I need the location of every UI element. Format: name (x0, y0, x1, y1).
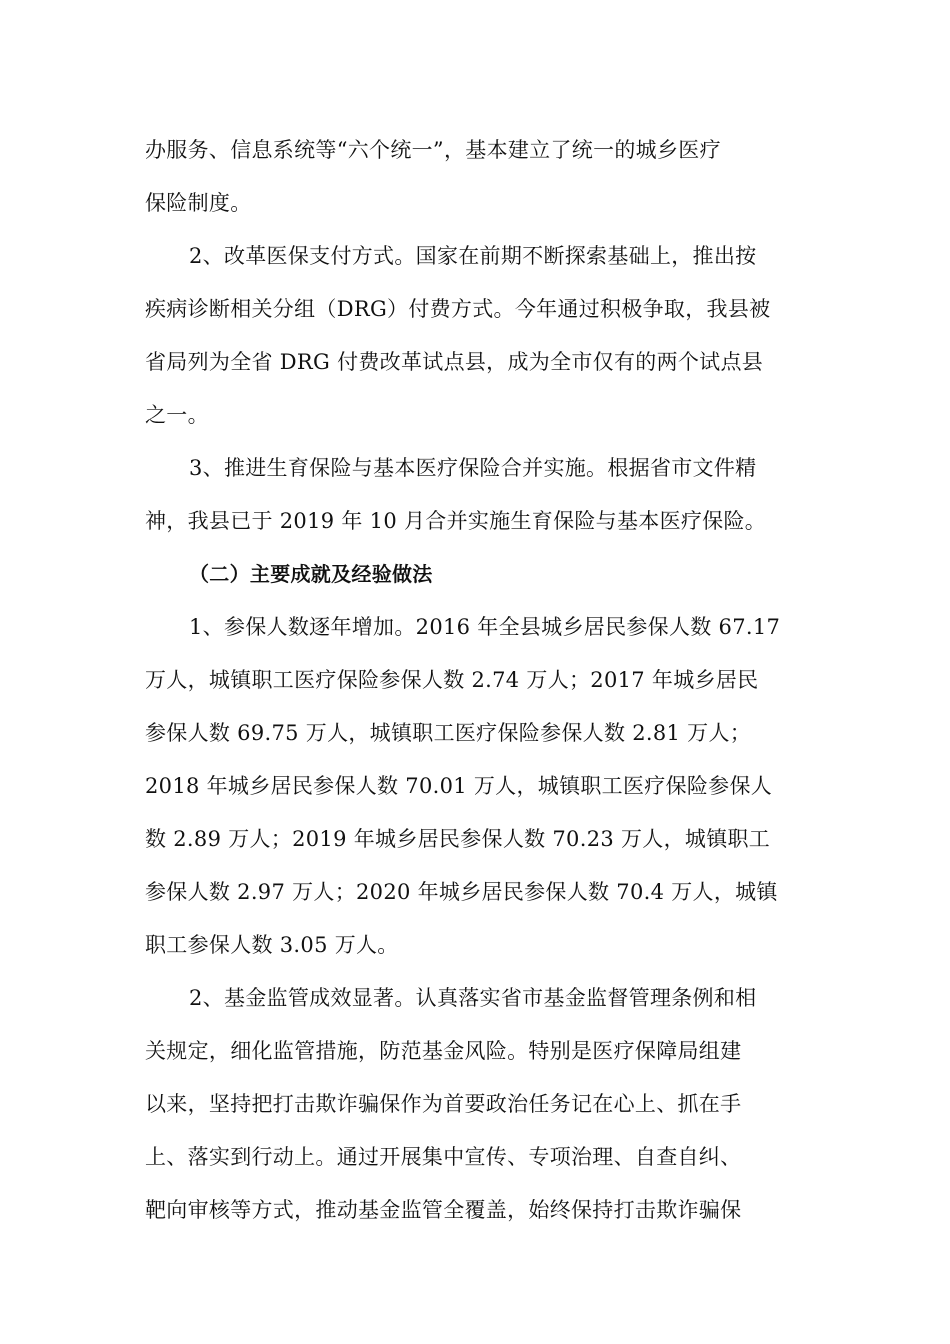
text-line: 以来，坚持把打击欺诈骗保作为首要政治任务记在心上、抓在手 (145, 1092, 742, 1116)
paragraph-first-line: 2、基金监管成效显著。认真落实省市基金监督管理条例和相 (189, 986, 757, 1010)
text-line: 万人，城镇职工医疗保险参保人数 2.74 万人；2017 年城乡居民 (145, 668, 759, 692)
text-line: 参保人数 2.97 万人；2020 年城乡居民参保人数 70.4 万人，城镇 (145, 880, 778, 904)
text-line: 省局列为全省 DRG 付费改革试点县，成为全市仅有的两个试点县 (145, 350, 764, 374)
section-heading: （二）主要成就及经验做法 (189, 562, 433, 586)
paragraph-first-line: 3、推进生育保险与基本医疗保险合并实施。根据省市文件精 (189, 456, 757, 480)
text-line: 上、落实到行动上。通过开展集中宣传、专项治理、自查自纠、 (145, 1145, 742, 1169)
text-line: 神，我县已于 2019 年 10 月合并实施生育保险与基本医疗保险。 (145, 509, 767, 533)
text-line: 靶向审核等方式，推动基金监管全覆盖，始终保持打击欺诈骗保 (145, 1198, 742, 1222)
text-line: 参保人数 69.75 万人，城镇职工医疗保险参保人数 2.81 万人； (145, 721, 752, 745)
paragraph-first-line: 1、参保人数逐年增加。2016 年全县城乡居民参保人数 67.17 (189, 615, 781, 639)
text-line: 2018 年城乡居民参保人数 70.01 万人，城镇职工医疗保险参保人 (145, 774, 773, 798)
text-line: 之一。 (145, 403, 209, 427)
text-line: 关规定，细化监管措施，防范基金风险。特别是医疗保障局组建 (145, 1039, 742, 1063)
document-body (145, 124, 815, 1237)
text-line: 职工参保人数 3.05 万人。 (145, 933, 399, 957)
text-line: 保险制度。 (145, 191, 252, 215)
paragraph-first-line: 2、改革医保支付方式。国家在前期不断探索基础上，推出按 (189, 244, 757, 268)
text-line: 数 2.89 万人；2019 年城乡居民参保人数 70.23 万人，城镇职工 (145, 827, 771, 851)
text-line: 疾病诊断相关分组（DRG）付费方式。今年通过积极争取，我县被 (145, 297, 771, 321)
text-line: 办服务、信息系统等“六个统一”，基本建立了统一的城乡医疗 (145, 138, 721, 162)
